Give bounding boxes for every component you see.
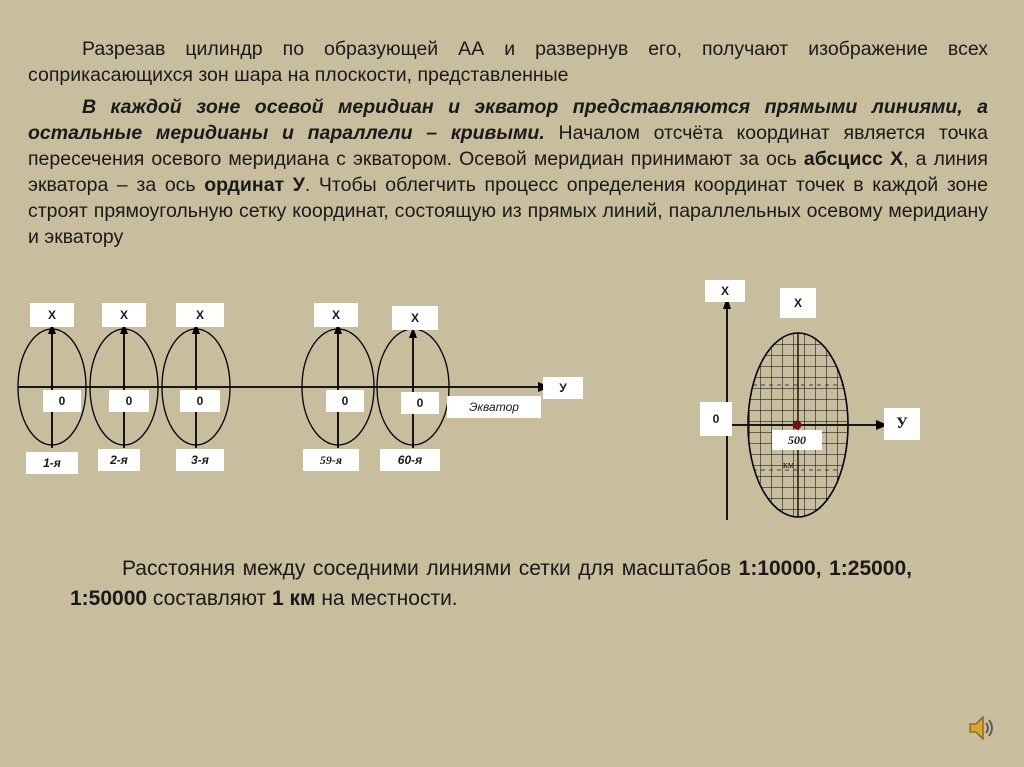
zone-label-59: 59-я — [303, 449, 359, 471]
ordinate-term: ординат У — [204, 174, 305, 196]
emphasis-text: В каждой зоне осевой меридиан и экватор представляются прямыми линиями, а остальные меридианы и параллели – кривыми. — [28, 96, 988, 144]
intro-text: Разрезав цилиндр по образующей АА и развернув его, получают изображение всех соприкасающихся зон шара на плоскости, представленные — [28, 38, 988, 86]
y-label-grid: У — [884, 408, 920, 440]
origin-point — [793, 421, 802, 430]
scale-text-c: на местности. — [315, 587, 458, 610]
y-label-zones: У — [543, 377, 583, 399]
speaker-icon[interactable] — [966, 712, 998, 744]
zone-label-3: 3-я — [176, 449, 224, 471]
origin-label-60: 0 — [401, 392, 439, 414]
grid-distance: 1 км — [271, 587, 316, 610]
distance-unit: км — [783, 460, 795, 471]
origin-label-3: 0 — [180, 390, 220, 412]
grid-origin-label: 0 — [700, 402, 732, 436]
x-label-zone-1: Х — [30, 303, 74, 327]
distance-value: 500 — [772, 430, 822, 450]
zone-label-1: 1-я — [26, 452, 78, 474]
abscissa-term: абсцисс Х — [803, 148, 904, 170]
zone-label-2: 2-я — [98, 449, 140, 471]
scale-text-b: составляют — [147, 587, 272, 610]
x-label-zone: Х — [780, 288, 816, 318]
explanation-text-a: Началом отсчёта координат является точка пересечения осевого меридиана с экватором. Осевой меридиан принимают за ось — [28, 122, 988, 170]
origin-label-2: 0 — [109, 390, 149, 412]
origin-label-59: 0 — [326, 390, 364, 412]
x-label-zone-60: Х — [392, 306, 438, 330]
scale-text-a: Расстояния между соседними линиями сетки для масштабов — [122, 557, 739, 580]
x-label-zone-3: Х — [176, 303, 224, 327]
x-label-zone-2: Х — [102, 303, 146, 327]
x-label-axis: Х — [705, 280, 745, 302]
scale-paragraph — [70, 554, 912, 614]
x-label-zone-59: Х — [314, 303, 358, 327]
explanation-text-b: , а линия экватора – за ось — [28, 148, 988, 196]
equator-label: Экватор — [447, 396, 541, 418]
origin-label-1: 0 — [43, 390, 81, 412]
scales-list: 1:10000, 1:25000, 1:50000 — [70, 557, 912, 610]
zone-label-60: 60-я — [380, 449, 440, 471]
explanation-text-c: . Чтобы облегчить процесс определения координат точек в каждой зоне строят прямоугольную сетку координат, состоящую из прямых линий, параллельных осевому меридиану и экватору — [28, 174, 988, 248]
